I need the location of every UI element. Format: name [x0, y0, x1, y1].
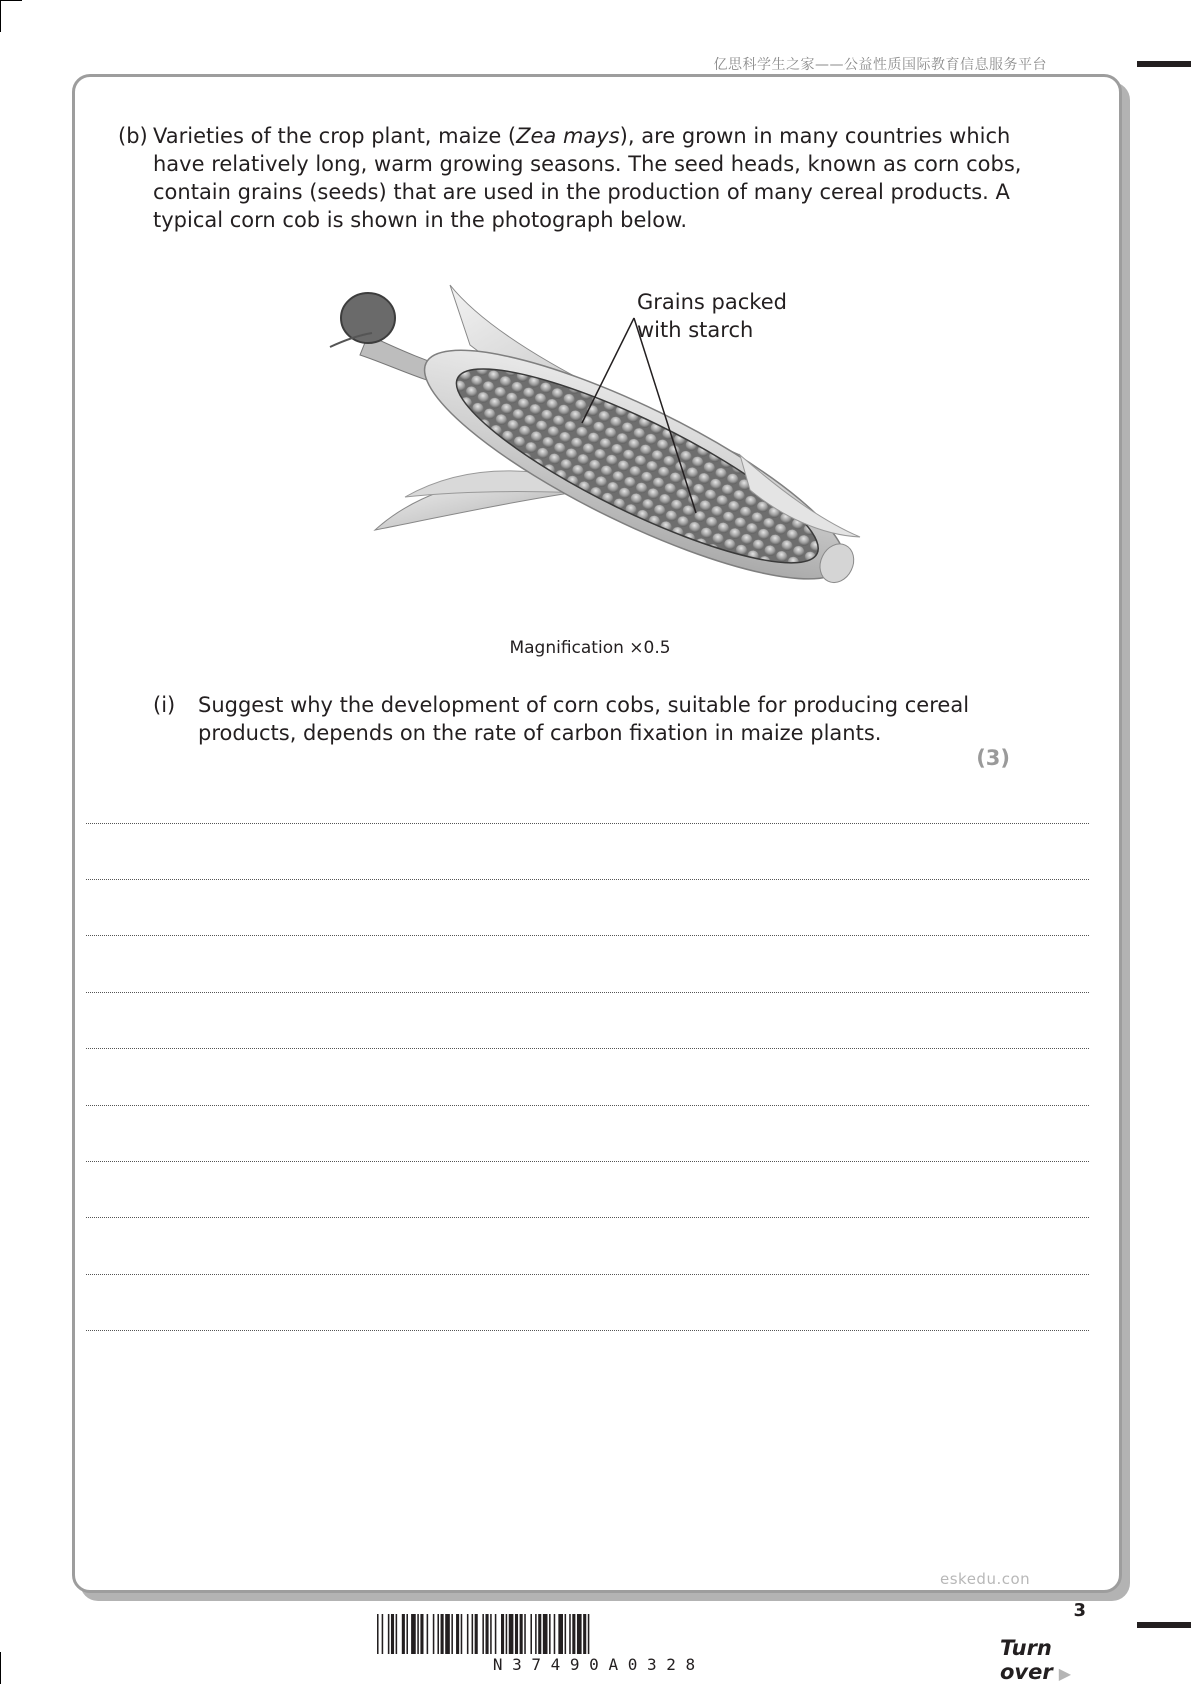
play-arrow-icon: ▶: [1058, 1664, 1072, 1683]
answer-line[interactable]: [86, 935, 1089, 936]
barcode-bar: [515, 1614, 518, 1654]
barcode-bar: [490, 1614, 492, 1654]
barcode-bar: [558, 1614, 563, 1654]
marks-allocation: (3): [976, 746, 1010, 770]
answer-line[interactable]: [86, 1105, 1089, 1106]
barcode-bar: [588, 1614, 590, 1654]
barcode-bar: [417, 1614, 419, 1654]
barcode-bar: [486, 1614, 489, 1654]
barcode-bar: [530, 1614, 532, 1654]
figure-label-line-1: Grains packed: [637, 290, 787, 314]
header-site-note: 亿思科学生之家——公益性质国际教育信息服务平台: [713, 57, 1047, 73]
barcode-bar: [420, 1614, 423, 1654]
barcode-bar: [482, 1614, 484, 1654]
crop-mark-top-left-vertical: [0, 0, 1, 32]
barcode-bar: [577, 1614, 582, 1654]
barcode-bar: [456, 1614, 459, 1654]
magnification-caption: Magnification ×0.5: [509, 638, 671, 658]
barcode-bar: [569, 1614, 571, 1654]
barcode-text: N 3 7 4 9 0 A 0 3 2 8: [492, 1655, 696, 1672]
barcode-bar: [495, 1614, 497, 1654]
subquestion-text: Suggest why the development of corn cobs, suitable for producing cereal products, depends on the rate of carbon fixation in maize plants.: [198, 693, 970, 745]
barcode-bar: [520, 1614, 523, 1654]
barcode-bar: [572, 1614, 575, 1654]
barcode-bar: [377, 1614, 379, 1654]
watermark: eskedu.con: [940, 1570, 1031, 1588]
subquestion-number: (i): [153, 693, 176, 717]
answer-line[interactable]: [86, 1161, 1089, 1162]
question-part-label: (b): [118, 124, 148, 148]
barcode-bar: [411, 1614, 416, 1654]
barcode-bar: [445, 1614, 450, 1654]
crop-mark-top-left-horizontal: [0, 0, 22, 1]
barcode-bar: [475, 1614, 478, 1654]
barcode-bar: [583, 1614, 586, 1654]
barcode-bar: [472, 1614, 474, 1654]
corn-cob-photograph: [320, 275, 880, 595]
barcode-bar: [437, 1614, 439, 1654]
figure-label-line-2: with starch: [637, 318, 754, 342]
figure-label: [637, 288, 787, 344]
barcode-bar: [565, 1614, 567, 1654]
page-number: 3: [1073, 1600, 1086, 1621]
barcode-bar: [406, 1614, 408, 1654]
barcode-bar: [402, 1614, 405, 1654]
barcode-bar: [501, 1614, 504, 1654]
barcode-bar: [538, 1614, 541, 1654]
barcode-bar: [554, 1614, 556, 1654]
barcode: [377, 1614, 812, 1672]
barcode-bar: [549, 1614, 551, 1654]
barcode-bar: [524, 1614, 526, 1654]
answer-line[interactable]: [86, 879, 1089, 880]
crop-mark-bottom-left: [0, 1652, 1, 1684]
barcode-bar: [391, 1614, 394, 1654]
question-intro: [153, 122, 1033, 234]
barcode-bar: [396, 1614, 398, 1654]
barcode-bar: [433, 1614, 435, 1654]
silk-tuft: [341, 293, 395, 343]
barcode-bar: [451, 1614, 453, 1654]
turn-over-label: [1000, 1636, 1130, 1684]
answer-line[interactable]: [86, 1048, 1089, 1049]
question-intro-start: Varieties of the crop plant, maize (: [153, 124, 517, 148]
answer-line[interactable]: [86, 992, 1089, 993]
barcode-bar: [543, 1614, 548, 1654]
barcode-bar: [535, 1614, 537, 1654]
barcode-bar: [467, 1614, 469, 1654]
answer-line[interactable]: [86, 1217, 1089, 1218]
barcode-bar: [382, 1614, 384, 1654]
answer-line[interactable]: [86, 1274, 1089, 1275]
question-intro-rest: ), are grown in many countries which have relatively long, warm growing seasons. The seed heads, known as corn cobs, contain grains (seeds) that are used in the production of many cereal products. A typical corn cob is shown in the photograph below.: [153, 124, 1022, 232]
barcode-bar: [509, 1614, 514, 1654]
answer-line[interactable]: [86, 823, 1089, 824]
barcode-bar: [427, 1614, 429, 1654]
barcode-bar: [441, 1614, 444, 1654]
species-name: Zea mays: [516, 124, 620, 148]
barcode-bar: [461, 1614, 463, 1654]
cob-grains: [437, 337, 837, 595]
barcode-bar: [506, 1614, 508, 1654]
side-registration-mark-bottom: [1137, 1622, 1191, 1628]
turn-over-text: Turn over: [1000, 1636, 1053, 1684]
barcode-bar: [388, 1614, 390, 1654]
side-registration-mark-top: [1137, 61, 1191, 67]
answer-line[interactable]: [86, 1330, 1089, 1331]
